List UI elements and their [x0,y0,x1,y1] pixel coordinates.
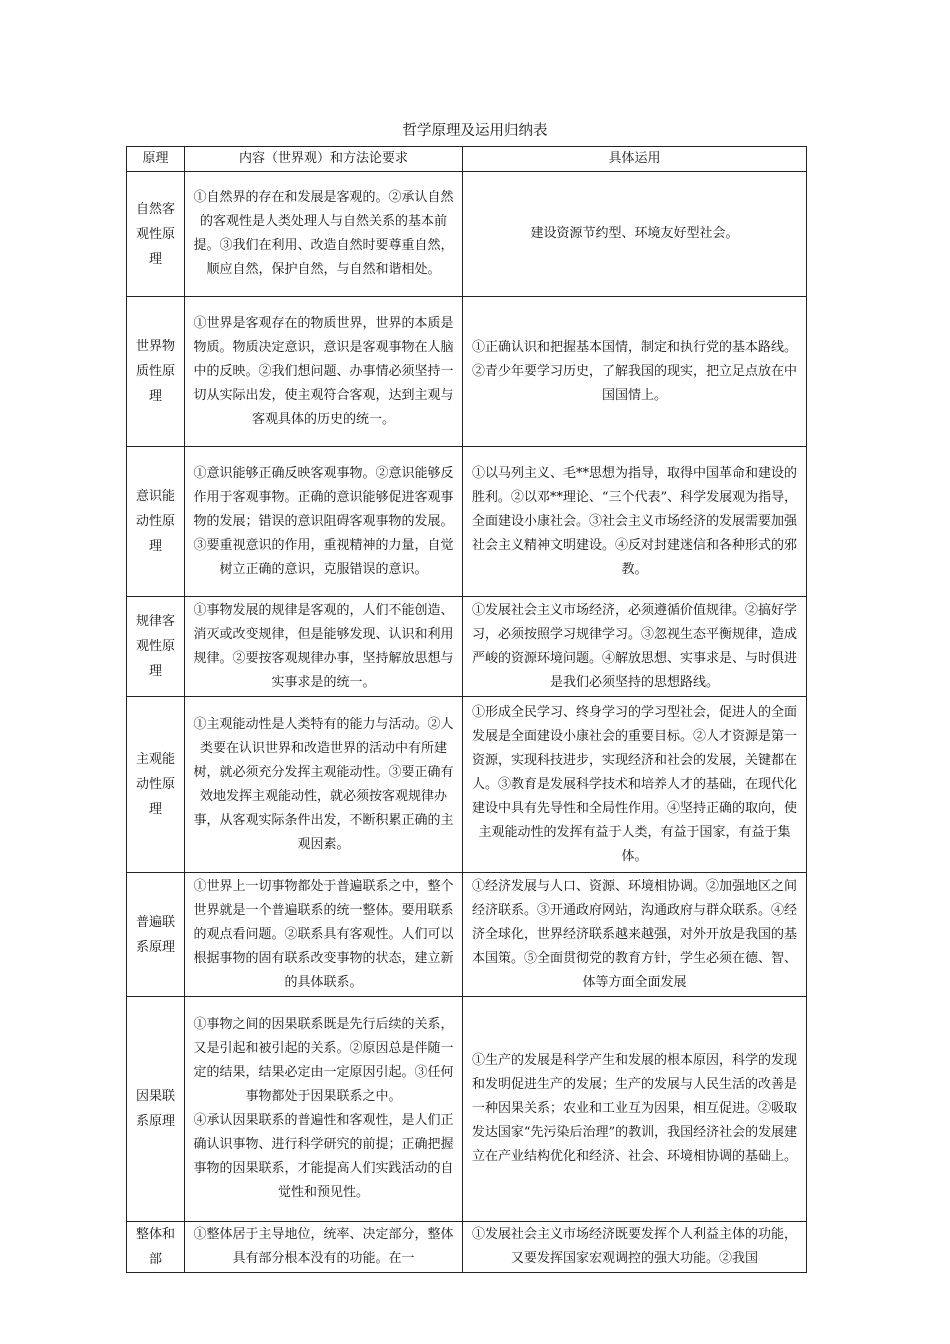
table-row [127,873,807,997]
content-paragraph: ①事物之间的因果联系既是先行后续的关系，又是引起和被引起的关系。②原因总是伴随一定的结果，结果必定由一定原因引起。③任何事物都处于因果联系之中。 [193,1017,454,1104]
content-cell [185,997,463,1222]
principle-cell: 世界物质性原理 [127,297,185,447]
content-paragraph: ①主观能动性是人类特有的能力与活动。②人类要在认识世界和改造世界的活动中有所建树，就必须充分发挥主观能动性。③要正确有效地发挥主观能动性，就必须按客观规律办事，从客观实际条件出发，不断积累正确的主观因素。 [193,716,454,852]
content-paragraph: ①事物发展的规律是客观的，人们不能创造、消灭或改变规律，但是能够发现、认识和利用规律。②要按客观规律办事，坚持解放思想与实事求是的统一。 [193,602,454,690]
principle-cell: 整体和部 [127,1222,185,1273]
content-cell [185,697,463,873]
principle-cell: 意识能动性原理 [127,447,185,597]
table-row [127,997,807,1222]
principle-cell: 主观能动性原理 [127,697,185,873]
header-principle: 原理 [127,147,185,172]
usage-cell: ①经济发展与人口、资源、环境相协调。②加强地区之间经济联系。③开通政府网站，沟通政府与群众联系。④经济全球化，世界经济联系越来越强，对外开放是我国的基本国策。⑤全面贯彻党的教育方针，学生必须在德、智、体等方面全面发展 [463,873,807,997]
principle-cell: 自然客观性原理 [127,172,185,297]
table-row [127,447,807,597]
content-cell [185,297,463,447]
content-paragraph: ④承认因果联系的普遍性和客观性，是人们正确认识事物、进行科学研究的前提；正确把握事物的因果联系，才能提高人们实践活动的自觉性和预见性。 [193,1113,454,1200]
table-row [127,597,807,697]
table-row [127,1222,807,1273]
content-paragraph: ①意识能够正确反映客观事物。②意识能够反作用于客观事物。正确的意识能够促进客观事物的发展；错误的意识阻碍客观事物的发展。③要重视意识的作用，重视精神的力量，自觉树立正确的意识，克服错误的意识。 [193,465,454,577]
table-row [127,697,807,873]
usage-cell: ①发展社会主义市场经济，必须遵循价值规律。②搞好学习，必须按照学习规律学习。③忽视生态平衡规律，造成严峻的资源环境问题。④解放思想、实事求是、与时俱进是我们必须坚持的思想路线。 [463,597,807,697]
table-row [127,297,807,447]
principle-cell: 规律客观性原理 [127,597,185,697]
content-cell [185,172,463,297]
document-title: 哲学原理及运用归纳表 [402,123,548,139]
content-cell [185,447,463,597]
usage-cell: 建设资源节约型、环境友好型社会。 [463,172,807,297]
content-cell [185,873,463,997]
header-content: 内容（世界观）和方法论要求 [185,147,463,172]
principle-cell: 因果联系原理 [127,997,185,1222]
table-row [127,172,807,297]
principles-table [126,146,807,1273]
content-paragraph: ①世界是客观存在的物质世界，世界的本质是物质。物质决定意识，意识是客观事物在人脑中的反映。②我们想问题、办事情必须坚持一切从实际出发，使主观符合客观，达到主观与客观具体的历史的统一。 [193,315,454,427]
usage-cell: ①发展社会主义市场经济既要发挥个人利益主体的功能，又要发挥国家宏观调控的强大功能。②我国 [463,1222,807,1273]
content-paragraph: ①整体居于主导地位，统率、决定部分，整体具有部分根本没有的功能。在一 [193,1227,454,1266]
usage-cell: ①形成全民学习、终身学习的学习型社会，促进人的全面发展是全面建设小康社会的重要目标。②人才资源是第一资源，实现科技进步，实现经济和社会的发展，关键都在人。③教育是发展科学技术和培养人才的基础，在现代化建设中具有先导性和全局性作用。④坚持正确的取向，使主观能动性的发挥有益于人类，有益于国家，有益于集体。 [463,697,807,873]
table-header-row [127,147,807,172]
content-cell [185,1222,463,1273]
usage-cell: ①生产的发展是科学产生和发展的根本原因，科学的发现和发明促进生产的发展；生产的发展与人民生活的改善是一种因果关系；农业和工业互为因果，相互促进。②吸取发达国家“先污染后治理”的教训，我国经济社会的发展建立在产业结构优化和经济、社会、环境相协调的基础上。 [463,997,807,1222]
content-paragraph: ①自然界的存在和发展是客观的。②承认自然的客观性是人类处理人与自然关系的基本前提。③我们在利用、改造自然时要尊重自然，顺应自然，保护自然，与自然和谐相处。 [193,190,454,277]
content-cell [185,597,463,697]
header-usage: 具体运用 [463,147,807,172]
content-paragraph: ①世界上一切事物都处于普遍联系之中，整个世界就是一个普遍联系的统一整体。要用联系的观点看问题。②联系具有客观性。人们可以根据事物的固有联系改变事物的状态，建立新的具体联系。 [193,878,454,990]
principle-cell: 普遍联系原理 [127,873,185,997]
usage-cell: ①正确认识和把握基本国情，制定和执行党的基本路线。②青少年要学习历史，了解我国的现实，把立足点放在中国国情上。 [463,297,807,447]
usage-cell: ①以马列主义、毛**思想为指导，取得中国革命和建设的胜利。②以邓**理论、“三个代表”、科学发展观为指导，全面建设小康社会。③社会主义市场经济的发展需要加强社会主义精神文明建设。④反对封建迷信和各种形式的邪教。 [463,447,807,597]
